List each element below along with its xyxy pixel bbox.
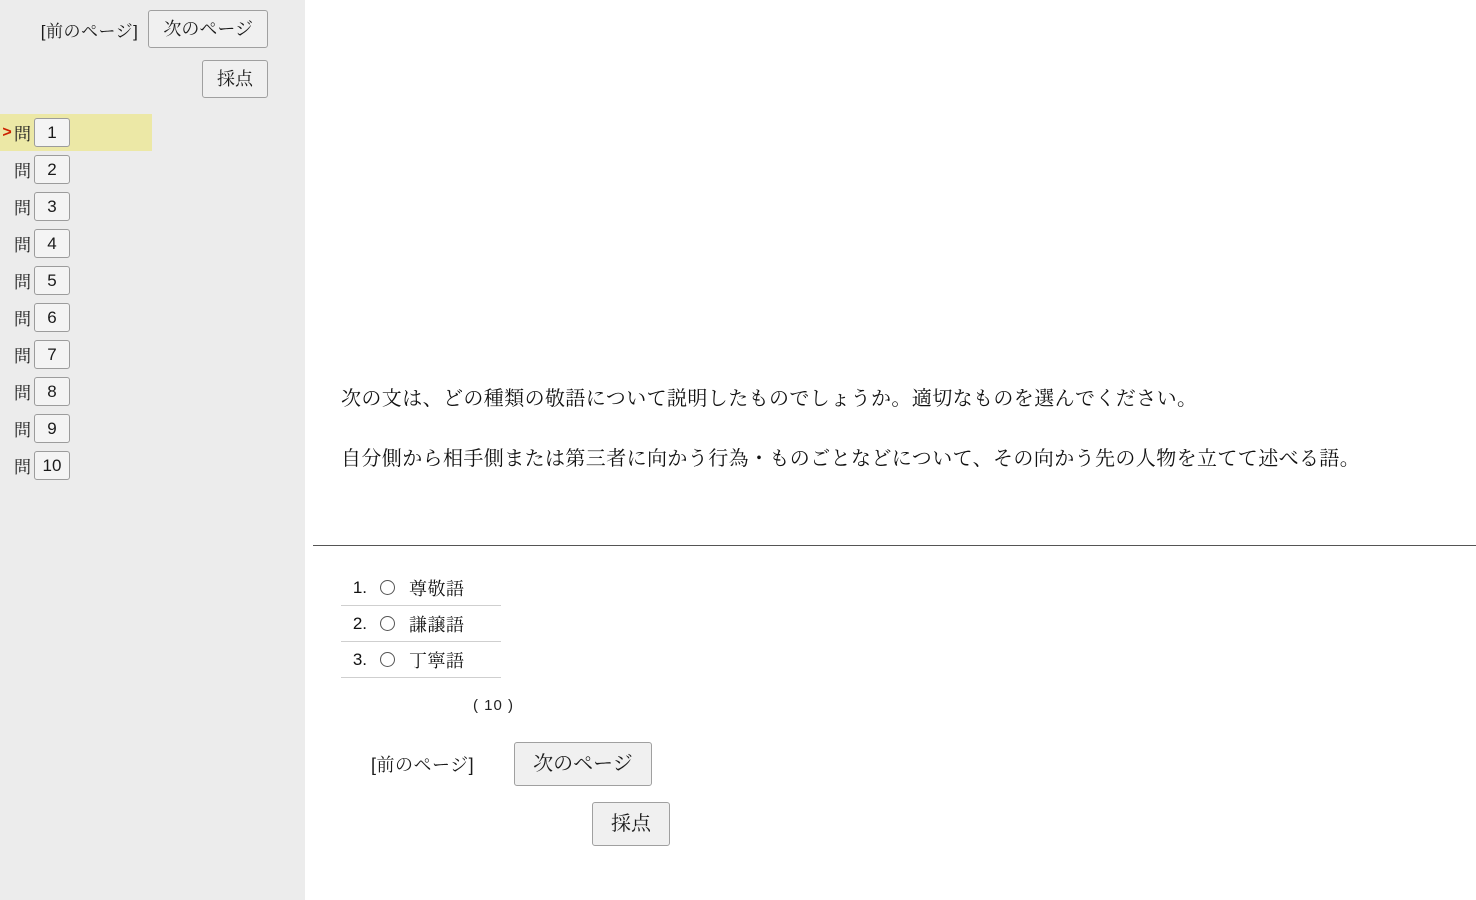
- question-number-10[interactable]: 10: [34, 451, 70, 480]
- question-label-10: 問: [14, 458, 31, 477]
- question-number-7[interactable]: 7: [34, 340, 70, 369]
- question-list-item-3[interactable]: [0, 188, 305, 225]
- question-label-4: 問: [14, 236, 31, 255]
- section-divider: [313, 545, 1476, 546]
- question-list: [0, 114, 305, 484]
- question-number-9[interactable]: 9: [34, 414, 70, 443]
- question-statement: 自分側から相手側または第三者に向かう行為・ものごとなどについて、その向かう先の人物を立てて述べる語。: [341, 448, 1361, 470]
- question-label-7: 問: [14, 347, 31, 366]
- choice-row-2[interactable]: [341, 606, 501, 642]
- sidebar-page-nav-row: [0, 10, 268, 48]
- question-number-8[interactable]: 8: [34, 377, 70, 406]
- question-number-3[interactable]: 3: [34, 192, 70, 221]
- question-list-item-2[interactable]: [0, 151, 305, 188]
- bottom-navigation: [341, 742, 981, 846]
- answer-choices: [341, 570, 501, 678]
- question-number-2[interactable]: 2: [34, 155, 70, 184]
- choice-row-1[interactable]: [341, 570, 501, 606]
- question-list-item-9[interactable]: [0, 410, 305, 447]
- question-label-8: 問: [14, 384, 31, 403]
- sidebar-navigation: [0, 0, 305, 98]
- question-list-item-4[interactable]: [0, 225, 305, 262]
- question-label-3: 問: [14, 199, 31, 218]
- question-label-9: 問: [14, 421, 31, 440]
- choice-label-3: 丁寧語: [409, 650, 465, 671]
- question-list-item-10[interactable]: [0, 447, 305, 484]
- question-prompt: 次の文は、どの種類の敬語について説明したものでしょうか。適切なものを選んでください。: [341, 388, 1198, 410]
- sidebar-next-page-button[interactable]: 次のページ: [148, 10, 268, 48]
- choice-index-2: 2.: [352, 613, 367, 633]
- radio-icon-3[interactable]: [380, 652, 395, 667]
- question-number-1[interactable]: 1: [34, 118, 70, 147]
- sidebar-grade-button[interactable]: 採点: [202, 60, 268, 98]
- choice-label-1: 尊敬語: [409, 578, 465, 599]
- radio-icon-1[interactable]: [380, 580, 395, 595]
- question-list-item-6[interactable]: [0, 299, 305, 336]
- choice-index-3: 3.: [352, 649, 367, 669]
- question-label-2: 問: [14, 162, 31, 181]
- question-number-4[interactable]: 4: [34, 229, 70, 258]
- question-label-1: 問: [14, 125, 31, 144]
- choice-index-1: 1.: [352, 577, 367, 597]
- question-area: [305, 0, 1476, 545]
- question-label-5: 問: [14, 273, 31, 292]
- radio-icon-2[interactable]: [380, 616, 395, 631]
- sidebar: [0, 0, 305, 900]
- choice-row-3[interactable]: [341, 642, 501, 678]
- sidebar-prev-page-link[interactable]: [前のページ]: [40, 21, 139, 41]
- question-points: ( 10 ): [473, 697, 515, 714]
- bottom-page-nav-row: [341, 742, 981, 786]
- question-list-item-8[interactable]: [0, 373, 305, 410]
- choice-label-2: 謙譲語: [409, 614, 465, 635]
- question-label-6: 問: [14, 310, 31, 329]
- question-number-5[interactable]: 5: [34, 266, 70, 295]
- question-number-6[interactable]: 6: [34, 303, 70, 332]
- question-list-item-7[interactable]: [0, 336, 305, 373]
- bottom-prev-page-link[interactable]: [前のページ]: [371, 755, 475, 775]
- bottom-next-page-button[interactable]: 次のページ: [514, 742, 652, 786]
- sidebar-grade-row: [0, 60, 268, 98]
- bottom-grade-row: [341, 802, 981, 846]
- bottom-grade-button[interactable]: 採点: [592, 802, 670, 846]
- main-content: [305, 0, 1476, 900]
- question-list-item-5[interactable]: [0, 262, 305, 299]
- current-question-marker: >: [2, 123, 12, 141]
- question-list-item-1[interactable]: [0, 114, 152, 151]
